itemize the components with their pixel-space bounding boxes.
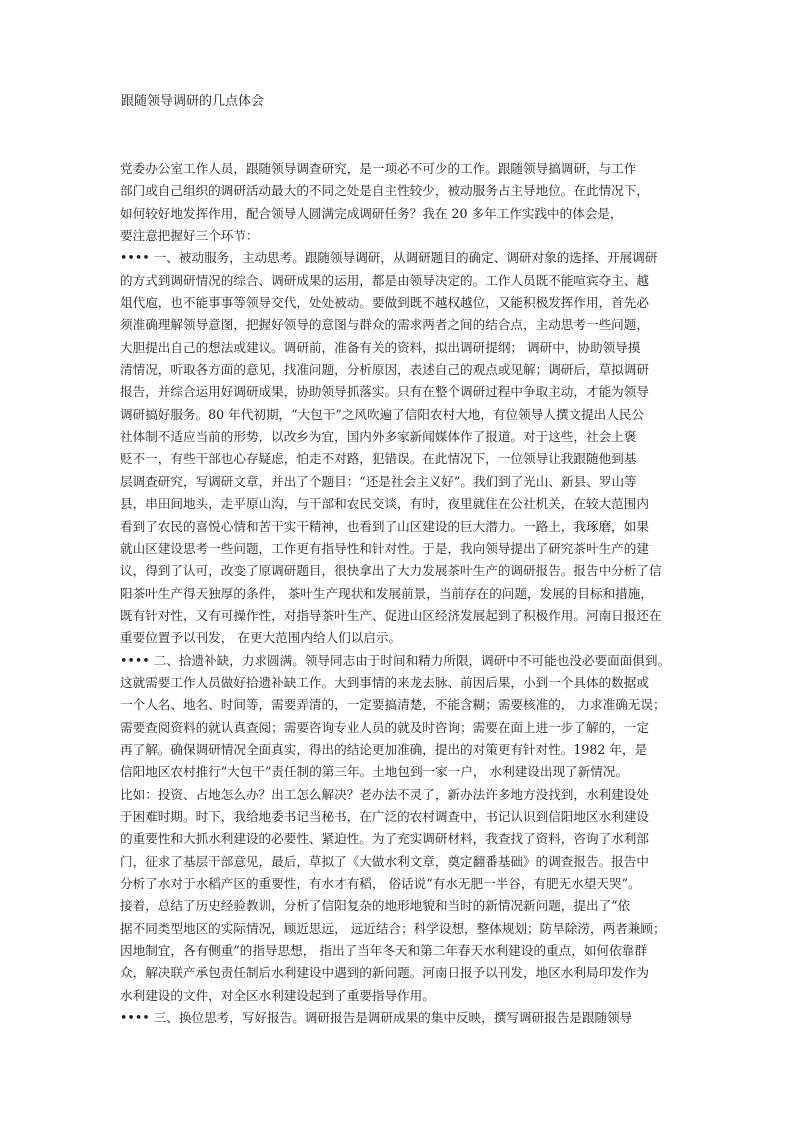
body-text-line: •••• 三、换位思考，写好报告。调研报告是调研成果的集中反映，撰写调研报告是跟随领导 [120, 1010, 633, 1026]
body-text-line: 如何较好地发挥作用，配合领导人圆满完成调研任务？我在 20 多年工作实践中的体会是， [120, 205, 623, 221]
body-text-line: 既有针对性，又有可操作性，对指导茶叶生产、促进山区经济发展起到了积极作用。河南日报还在 [120, 607, 662, 623]
body-text-line: 这就需要工作人员做好拾遗补缺工作。大到事情的来龙去脉、前因后果，小到一个具体的数据或 [120, 674, 649, 690]
body-text-line: 因地制宜，各有侧重”的指导思想， 指出了当年冬天和第二年春天水利建设的重点，如何依靠群 [120, 943, 647, 959]
body-text-line: 阳茶叶生产得天独厚的条件， 茶叶生产现状和发展前景，当前存在的问题，发展的目标和措施， [120, 585, 653, 601]
document-body [120, 158, 685, 1029]
body-text-line: 水利建设的文件，对全区水利建设起到了重要指导作用。 [120, 987, 435, 1003]
body-text-line: 县，串田间地头，走平原山沟，与干部和农民交谈，有时，夜里就住在公社机关，在较大范围内 [120, 496, 649, 512]
body-text-line: 看到了农民的喜悦心情和苦干实干精神，也看到了山区建设的巨大潜力。一路上，我琢磨，如果 [120, 518, 649, 534]
body-text-line: 须准确理解领导意图，把握好领导的意图与群众的需求两者之间的结合点，主动思考一些问题， [120, 317, 649, 333]
body-text-line: 俎代庖，也不能事事等领导交代，处处被动。要做到既不越权越位，又能积极发挥作用，首先必 [120, 295, 649, 311]
body-text-line: 接着，总结了历史经验教训，分析了信阳复杂的地形地貌和当时的新情况新问题，提出了“依 [120, 898, 631, 914]
body-text-line: 要注意把握好三个环节： [120, 228, 259, 244]
body-text-line: 社体制不适应当前的形势，以改乡为宜，国内外多家新闻媒体作了报道。对于这些，社会上褒 [120, 429, 637, 445]
body-text-line: 部门或自己组织的调研活动最大的不同之处是自主性较少，被动服务占主导地位。在此情况下， [120, 183, 649, 199]
body-text-line: 就山区建设思考一些问题，工作更有指导性和针对性。于是，我向领导提出了研究茶叶生产的建 [120, 540, 649, 556]
body-text-line: 调研搞好服务。80 年代初期，“大包干”之风吹遍了信阳农村大地，有位领导人撰文提出人民公 [120, 406, 645, 422]
document-title: 跟随领导调研的几点体会 [121, 94, 265, 109]
body-text-line: 重要位置予以刊发， 在更大范围内给人们以启示。 [120, 630, 402, 646]
body-text-line: •••• 二、拾遗补缺，力求圆满。领导同志由于时间和精力所限，调研中不可能也没必要面面俱到。 [120, 652, 671, 668]
body-text-line: •••• 一、被动服务，主动思考。跟随领导调研，从调研题目的确定、调研对象的选择、开展调研 [120, 250, 658, 266]
body-text-line: 党委办公室工作人员，跟随领导调查研究，是一项必不可少的工作。跟随领导搞调研，与工作 [120, 161, 637, 176]
body-text-line: 比如：投资、占地怎么办？出工怎么解决？老办法不灵了，新办法许多地方没找到，水利建设处 [120, 786, 649, 802]
body-text-line: 层调查研究，写调研文章，并出了个题目：“还是社会主义好”。我们到了光山、新县、罗山等 [120, 473, 637, 489]
body-text-line: 分析了水对于水稻产区的重要性，有水才有稻， 俗话说“有水无肥一半谷，有肥无水望天哭”。 [120, 876, 641, 891]
body-text-line: 据不同类型地区的实际情况，顾近思远， 远近结合；科学设想，整体规划；防旱除涝，两者兼顾； [120, 920, 666, 936]
body-text-line: 需要查阅资料的就认真查阅；需要咨询专业人员的就及时咨询；需要在面上进一步了解的，一定 [120, 719, 649, 735]
body-text-line: 议，得到了认可，改变了原调研题目，很快拿出了大力发展茶叶生产的调研报告。报告中分析了信 [120, 563, 662, 579]
body-text-line: 报告，并综合运用好调研成果，协助领导抓落实。只有在整个调研过程中争取主动，才能为领导 [120, 384, 649, 400]
body-text-line: 的重要性和大抓水利建设的必要性、紧迫性。为了充实调研材料，我查找了资料，咨询了水利部 [120, 831, 649, 847]
body-text-line: 贬不一，有些干部也心存疑虑，怕走不对路，犯错误。在此情况下，一位领导让我跟随他到基 [120, 451, 637, 467]
body-text-line: 再了解。确保调研情况全面真实，得出的结论更加准确，提出的对策更有针对性。1982 年，是 [120, 741, 648, 757]
body-text-line: 的方式到调研情况的综合、调研成果的运用，都是由领导决定的。工作人员既不能喧宾夺主、越 [120, 272, 649, 288]
body-text-line: 门，征求了基层干部意见，最后，草拟了《大做水利文章，奠定翻番基础》的调查报告。报告中 [120, 853, 649, 869]
body-text-line: 于困难时期。时下，我给地委书记当秘书，在广泛的农村调查中，书记认识到信阳地区水利建设 [120, 808, 649, 824]
body-text-line: 大胆提出自己的想法或建议。调研前，准备有关的资料，拟出调研提纲； 调研中，协助领导摸 [120, 339, 641, 355]
body-text-line: 众，解决联产承包责任制后水利建设中遇到的新问题。河南日报予以刊发，地区水利局印发作为 [120, 965, 649, 981]
body-text-line: 一个人名、地名、时间等，需要弄清的，一定要搞清楚，不能含糊；需要核准的， 力求准确无误； [120, 697, 666, 713]
body-text-line: 信阳地区农村推行“大包干”责任制的第三年。土地包到一家一户， 水利建设出现了新情况。 [120, 764, 629, 780]
body-text-line: 清情况，听取各方面的意见，找准问题，分析原因，表述自己的观点或见解；调研后，草拟调研 [120, 362, 649, 378]
